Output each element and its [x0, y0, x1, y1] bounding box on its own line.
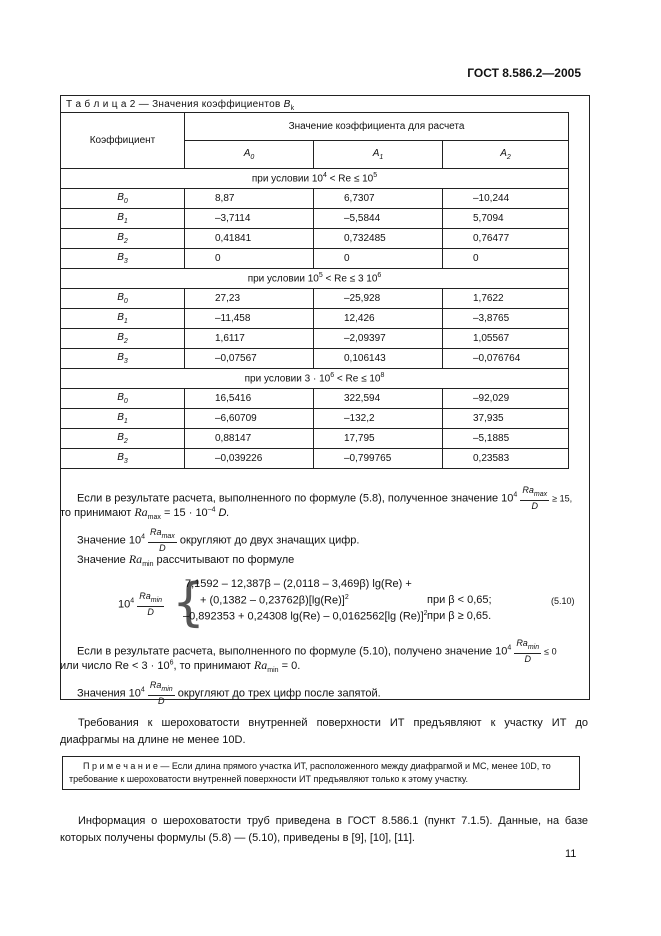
coefficient-symbol: $B_3$	[61, 349, 185, 369]
paragraph-ramax-condition: Если в результате расчета, выполненного по формуле (5.8), полученное значение $10^4$ $\frac{Ra_{max}}{D}$ ≥ 15,	[77, 485, 573, 511]
equation-line-2: + $(0,1382 - 0,23762\beta)[\lg(Re)]^2$	[200, 594, 349, 607]
note-box: П р и м е ч а н и е — Если длина прямого участка ИТ, расположенного между диафрагмой и МС, менее 10D, то требование к шероховатости внутренней поверхности ИТ предъявляют только к этому участку.	[62, 756, 580, 790]
equation-brace: {	[172, 573, 206, 633]
table-row	[61, 449, 569, 469]
coefficient-value-a1: 0	[314, 249, 443, 269]
section-condition: при условии $3 \cdot 10^6 < Re \le 10^8$	[61, 369, 569, 389]
coefficients-table	[60, 112, 569, 469]
section-condition-row	[61, 169, 569, 189]
coefficient-value-a1: –2,09397	[314, 329, 443, 349]
table-row	[61, 289, 569, 309]
coefficient-value-a0: 16,5416	[185, 389, 314, 409]
section-condition: при условии $10^4 < Re \le 10^5$	[61, 169, 569, 189]
col-header-a2: $A_2$	[443, 141, 569, 169]
coefficient-value-a0: –6,60709	[185, 409, 314, 429]
table-caption: Т а б л и ц а 2 — Значения коэффициентов $B_k$	[66, 99, 295, 112]
coefficient-value-a1: 0,106143	[314, 349, 443, 369]
page-number: 11	[565, 848, 577, 860]
coefficient-value-a2: 5,7094	[443, 209, 569, 229]
table-row	[61, 349, 569, 369]
coefficient-symbol: $B_1$	[61, 409, 185, 429]
section-condition-row	[61, 369, 569, 389]
equation-lhs: $10^4$ $\frac{Ra_{min}}{D}$	[118, 591, 163, 617]
paragraph-ramin-assign: или число $Re < 3 \cdot 10^6$, то принимают $Ra_{min} = 0$.	[60, 658, 301, 675]
coefficient-value-a0: –0,039226	[185, 449, 314, 469]
coefficient-symbol: $B_0$	[61, 289, 185, 309]
section-condition: при условии $10^5 < Re \le 3$ $10^6$	[61, 269, 569, 289]
coefficient-value-a2: 1,05567	[443, 329, 569, 349]
equation-condition-2: при β ≥ 0,65.	[427, 610, 492, 622]
coefficient-value-a2: –10,244	[443, 189, 569, 209]
coefficient-value-a2: 1,7622	[443, 289, 569, 309]
coefficient-value-a0: 0,41841	[185, 229, 314, 249]
coefficient-value-a1: –0,799765	[314, 449, 443, 469]
coefficient-symbol: $B_3$	[61, 249, 185, 269]
table-row	[61, 389, 569, 409]
coefficient-value-a2: –5,1885	[443, 429, 569, 449]
coefficient-symbol: $B_1$	[61, 209, 185, 229]
coefficient-value-a1: 17,795	[314, 429, 443, 449]
col-header-a0: $A_0$	[185, 141, 314, 169]
coefficient-value-a1: 0,732485	[314, 229, 443, 249]
col-header-a1: $A_1$	[314, 141, 443, 169]
coefficient-value-a0: –0,07567	[185, 349, 314, 369]
coefficient-symbol: $B_1$	[61, 309, 185, 329]
document-code: ГОСТ 8.586.2—2005	[467, 66, 581, 80]
coefficient-value-a2: –3,8765	[443, 309, 569, 329]
table-row	[61, 329, 569, 349]
coefficient-value-a0: –11,458	[185, 309, 314, 329]
table-row	[61, 429, 569, 449]
coefficient-value-a1: –25,928	[314, 289, 443, 309]
equation-number: (5.10)	[551, 596, 575, 606]
coefficient-value-a0: 0	[185, 249, 314, 269]
coefficient-value-a0: 27,23	[185, 289, 314, 309]
table-row	[61, 409, 569, 429]
paragraph-roughness-info: Информация о шероховатости труб приведена в ГОСТ 8.586.1 (пункт 7.1.5). Данные, на базе которых получены формулы (5.8) — (5.10), приведены в [9], [10], [11].	[60, 815, 588, 844]
table-row	[61, 189, 569, 209]
coefficient-value-a2: 0,23583	[443, 449, 569, 469]
coefficient-value-a2: –92,029	[443, 389, 569, 409]
equation-line-3: –0,892353 + 0,24308 lg(Re) – 0,0162562[lg (Re)]$^2$	[183, 610, 428, 623]
coefficient-symbol: $B_3$	[61, 449, 185, 469]
coefficient-value-a0: 0,88147	[185, 429, 314, 449]
paragraph-ramax-rounding: Значение $10^4$ $\frac{Ra_{max}}{D}$ округляют до двух значащих цифр.	[77, 527, 360, 553]
coefficient-symbol: $B_2$	[61, 429, 185, 449]
table-header-row	[61, 113, 569, 141]
coefficient-value-a1: –132,2	[314, 409, 443, 429]
coefficient-value-a0: –3,7114	[185, 209, 314, 229]
coefficient-value-a2: –0,076764	[443, 349, 569, 369]
paragraph-ramin-formula-intro: Значение $Ra_{min}$ рассчитывают по формуле	[77, 552, 295, 569]
col-header-coefficient: Коэффициент	[61, 113, 185, 169]
coefficient-value-a1: –5,5844	[314, 209, 443, 229]
coefficient-value-a0: 1,6117	[185, 329, 314, 349]
table-row	[61, 229, 569, 249]
coefficient-value-a2: 37,935	[443, 409, 569, 429]
coefficient-value-a2: 0,76477	[443, 229, 569, 249]
table-row	[61, 209, 569, 229]
equation-condition-1: при β < 0,65;	[427, 594, 492, 606]
coefficient-value-a1: 12,426	[314, 309, 443, 329]
coefficient-value-a2: 0	[443, 249, 569, 269]
col-header-group: Значение коэффициента для расчета	[185, 113, 569, 141]
section-condition-row	[61, 269, 569, 289]
table-row	[61, 309, 569, 329]
paragraph-ramax-assign: то принимают $Ra_{max} = 15 \cdot 10^{-4}$ D.	[60, 505, 230, 522]
paragraph-roughness-requirement: Требования к шероховатости внутренней поверхности ИТ предъявляют к участку ИТ до диафрагмы на длине не менее 10D.	[60, 717, 588, 746]
equation-line-1: 7,1592 – 12,387β – (2,0118 – 3,469β) lg(Re) +	[185, 578, 412, 590]
coefficient-value-a0: 8,87	[185, 189, 314, 209]
coefficient-symbol: $B_2$	[61, 329, 185, 349]
paragraph-ramin-rounding: Значения $10^4$ $\frac{Ra_{min}}{D}$ округляют до трех цифр после запятой.	[77, 680, 381, 706]
table-row	[61, 249, 569, 269]
coefficient-value-a1: 322,594	[314, 389, 443, 409]
coefficient-symbol: $B_2$	[61, 229, 185, 249]
coefficient-symbol: $B_0$	[61, 189, 185, 209]
coefficient-value-a1: 6,7307	[314, 189, 443, 209]
paragraph-ramin-condition: Если в результате расчета, выполненного по формуле (5.10), получено значение $10^4$ $\frac{Ra_{min}}{D}$ ≤ 0	[77, 638, 557, 664]
coefficient-symbol: $B_0$	[61, 389, 185, 409]
